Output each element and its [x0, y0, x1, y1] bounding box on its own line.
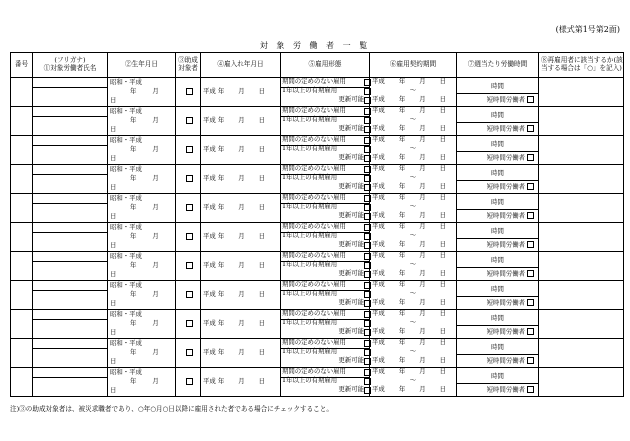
rehire-cell[interactable] — [539, 310, 624, 339]
short-time-checkbox[interactable] — [527, 212, 534, 219]
short-time-label: 短時間労働者 — [486, 356, 525, 365]
emp-option-permanent: 期間の定めのない雇用 — [282, 164, 346, 172]
emp-option-fixed-term: 1年以上の有期雇用 — [282, 173, 338, 181]
birth-era: 昭和・平成 — [110, 194, 142, 202]
hire-date-cell[interactable] — [201, 368, 281, 397]
table-row — [11, 281, 624, 310]
short-time-label: 短時間労働者 — [486, 240, 525, 249]
birth-year-month: 年 月 — [130, 319, 159, 327]
subsidy-checkbox[interactable] — [186, 291, 193, 298]
birth-year-month: 年 月 — [130, 377, 159, 385]
hours-label: 時間 — [491, 372, 504, 380]
hire-era: 平成 — [203, 290, 216, 299]
header-contract-period: ⑥雇用契約期間 — [370, 53, 457, 78]
emp-option-fixed-term: 1年以上の有期雇用 — [282, 115, 338, 123]
emp-option-fixed-term: 1年以上の有期雇用 — [282, 318, 338, 326]
subsidy-checkbox-cell — [176, 107, 201, 136]
short-time-checkbox[interactable] — [527, 270, 534, 277]
period-tilde: 〜 — [409, 231, 417, 239]
rehire-cell[interactable] — [539, 194, 624, 223]
emp-option-permanent: 期間の定めのない雇用 — [282, 193, 346, 201]
hire-era: 平成 — [203, 261, 216, 270]
hire-ymd: 年 月 日 — [217, 261, 266, 270]
hire-era: 平成 — [203, 203, 216, 212]
table-row — [11, 165, 624, 194]
hours-label: 時間 — [491, 198, 504, 206]
subsidy-checkbox-cell — [176, 368, 201, 397]
birth-day: 日 — [110, 386, 117, 394]
birth-day: 日 — [110, 125, 117, 133]
birthdate-cell[interactable] — [108, 339, 176, 368]
short-time-checkbox[interactable] — [527, 328, 534, 335]
employment-type-cell — [281, 136, 370, 165]
hours-label: 時間 — [491, 285, 504, 293]
subsidy-checkbox[interactable] — [186, 262, 193, 269]
rehire-cell[interactable] — [539, 136, 624, 165]
hire-ymd: 年 月 日 — [217, 319, 266, 328]
short-time-label: 短時間労働者 — [486, 269, 525, 278]
header-rehire: ⑧再雇用者に該当するか(該当する場合は「○」を記入) — [539, 53, 624, 78]
emp-option-renewable: 更新可能 — [338, 124, 364, 132]
birth-era: 昭和・平成 — [110, 281, 142, 289]
period-start: 平成 年 月 日 — [372, 106, 447, 114]
emp-option-fixed-term: 1年以上の有期雇用 — [282, 231, 338, 239]
table-row — [11, 194, 624, 223]
birth-year-month: 年 月 — [130, 116, 159, 124]
short-time-label: 短時間労働者 — [486, 298, 525, 307]
header-weekly-hours: ⑦週当たり労働時間 — [457, 53, 539, 78]
subsidy-checkbox-cell — [176, 223, 201, 252]
emp-option-fixed-term: 1年以上の有期雇用 — [282, 86, 338, 94]
table-header-row — [11, 53, 624, 78]
emp-option-fixed-term: 1年以上の有期雇用 — [282, 260, 338, 268]
period-start: 平成 年 月 日 — [372, 309, 447, 317]
period-end: 平成 年 月 日 — [372, 182, 447, 190]
hours-label: 時間 — [491, 343, 504, 351]
period-start: 平成 年 月 日 — [372, 135, 447, 143]
hire-era: 平成 — [203, 377, 216, 386]
name-cell[interactable] — [33, 310, 108, 339]
rehire-cell[interactable] — [539, 252, 624, 281]
table-row — [11, 107, 624, 136]
emp-option-renewable: 更新可能 — [338, 327, 364, 335]
short-time-checkbox[interactable] — [527, 183, 534, 190]
emp-option-renewable: 更新可能 — [338, 385, 364, 393]
hire-era: 平成 — [203, 145, 216, 154]
short-time-label: 短時間労働者 — [486, 95, 525, 104]
contract-period-cell[interactable] — [370, 368, 457, 397]
subsidy-checkbox-cell — [176, 194, 201, 223]
birth-year-month: 年 月 — [130, 348, 159, 356]
period-tilde: 〜 — [409, 173, 417, 181]
short-time-checkbox[interactable] — [527, 241, 534, 248]
period-tilde: 〜 — [409, 260, 417, 268]
table-row — [11, 136, 624, 165]
number-cell[interactable] — [11, 252, 33, 281]
short-time-label: 短時間労働者 — [486, 211, 525, 220]
hire-date-cell[interactable] — [201, 310, 281, 339]
period-start: 平成 年 月 日 — [372, 77, 447, 85]
birthdate-cell[interactable] — [108, 107, 176, 136]
name-cell[interactable] — [33, 368, 108, 397]
subsidy-checkbox-cell — [176, 281, 201, 310]
birth-era: 昭和・平成 — [110, 368, 142, 376]
contract-period-cell[interactable] — [370, 281, 457, 310]
header-worker-name: ①対象労働者氏名 — [43, 64, 97, 72]
name-cell[interactable] — [33, 252, 108, 281]
subsidy-checkbox[interactable] — [186, 88, 193, 95]
rehire-cell[interactable] — [539, 368, 624, 397]
hours-label: 時間 — [491, 314, 504, 322]
hire-date-cell[interactable] — [201, 107, 281, 136]
birth-day: 日 — [110, 212, 117, 220]
emp-option-renewable: 更新可能 — [338, 269, 364, 277]
subsidy-checkbox-cell — [176, 252, 201, 281]
hire-date-cell[interactable] — [201, 339, 281, 368]
rehire-cell[interactable] — [539, 281, 624, 310]
birthdate-cell[interactable] — [108, 281, 176, 310]
subsidy-checkbox[interactable] — [186, 349, 193, 356]
birthdate-cell[interactable] — [108, 310, 176, 339]
birth-era: 昭和・平成 — [110, 165, 142, 173]
birth-year-month: 年 月 — [130, 203, 159, 211]
period-tilde: 〜 — [409, 144, 417, 152]
hours-label: 時間 — [491, 111, 504, 119]
weekly-hours-cell[interactable] — [457, 281, 539, 310]
rehire-cell[interactable] — [539, 223, 624, 252]
emp-option-renewable: 更新可能 — [338, 356, 364, 364]
hire-era: 平成 — [203, 174, 216, 183]
name-cell[interactable] — [33, 136, 108, 165]
subsidy-checkbox[interactable] — [186, 320, 193, 327]
period-end: 平成 年 月 日 — [372, 327, 447, 335]
period-start: 平成 年 月 日 — [372, 338, 447, 346]
emp-option-renewable: 更新可能 — [338, 240, 364, 248]
emp-option-permanent: 期間の定めのない雇用 — [282, 135, 346, 143]
period-tilde: 〜 — [409, 202, 417, 210]
short-time-checkbox[interactable] — [527, 125, 534, 132]
number-cell[interactable] — [11, 107, 33, 136]
short-time-label: 短時間労働者 — [486, 327, 525, 336]
employment-type-cell — [281, 78, 370, 107]
period-tilde: 〜 — [409, 86, 417, 94]
emp-option-renewable: 更新可能 — [338, 182, 364, 190]
birth-day: 日 — [110, 154, 117, 162]
employment-type-cell — [281, 339, 370, 368]
contract-period-cell[interactable] — [370, 223, 457, 252]
number-cell[interactable] — [11, 136, 33, 165]
hire-ymd: 年 月 日 — [217, 174, 266, 183]
number-cell[interactable] — [11, 194, 33, 223]
weekly-hours-cell[interactable] — [457, 310, 539, 339]
header-subsidy-target: ③助成対象者 — [176, 53, 201, 78]
hire-era: 平成 — [203, 348, 216, 357]
emp-option-permanent: 期間の定めのない雇用 — [282, 251, 346, 259]
period-tilde: 〜 — [409, 318, 417, 326]
birthdate-cell[interactable] — [108, 252, 176, 281]
emp-option-permanent: 期間の定めのない雇用 — [282, 338, 346, 346]
birth-day: 日 — [110, 357, 117, 365]
birth-era: 昭和・平成 — [110, 107, 142, 115]
weekly-hours-cell[interactable] — [457, 252, 539, 281]
hire-date-cell[interactable] — [201, 281, 281, 310]
period-end: 平成 年 月 日 — [372, 385, 447, 393]
birth-era: 昭和・平成 — [110, 310, 142, 318]
employment-type-cell — [281, 107, 370, 136]
birth-year-month: 年 月 — [130, 261, 159, 269]
employment-type-cell — [281, 281, 370, 310]
hours-label: 時間 — [491, 227, 504, 235]
birth-day: 日 — [110, 328, 117, 336]
name-cell[interactable] — [33, 78, 108, 107]
header-hire-date: ④雇入れ年月日 — [201, 53, 281, 78]
number-cell[interactable] — [11, 78, 33, 107]
subsidy-checkbox-cell — [176, 136, 201, 165]
subsidy-checkbox-cell — [176, 310, 201, 339]
period-end: 平成 年 月 日 — [372, 153, 447, 161]
birth-year-month: 年 月 — [130, 290, 159, 298]
period-end: 平成 年 月 日 — [372, 124, 447, 132]
emp-option-permanent: 期間の定めのない雇用 — [282, 77, 346, 85]
birth-day: 日 — [110, 241, 117, 249]
hours-label: 時間 — [491, 82, 504, 90]
period-start: 平成 年 月 日 — [372, 367, 447, 375]
hours-label: 時間 — [491, 140, 504, 148]
number-cell[interactable] — [11, 165, 33, 194]
birth-era: 昭和・平成 — [110, 339, 142, 347]
weekly-hours-cell[interactable] — [457, 194, 539, 223]
number-cell[interactable] — [11, 281, 33, 310]
subsidy-checkbox[interactable] — [186, 204, 193, 211]
hire-ymd: 年 月 日 — [217, 116, 266, 125]
hire-era: 平成 — [203, 319, 216, 328]
subsidy-checkbox-cell — [176, 165, 201, 194]
contract-period-cell[interactable] — [370, 310, 457, 339]
birth-year-month: 年 月 — [130, 87, 159, 95]
period-start: 平成 年 月 日 — [372, 222, 447, 230]
hire-ymd: 年 月 日 — [217, 290, 266, 299]
header-name — [33, 53, 108, 78]
emp-option-renewable: 更新可能 — [338, 298, 364, 306]
period-start: 平成 年 月 日 — [372, 193, 447, 201]
short-time-checkbox[interactable] — [527, 357, 534, 364]
number-cell[interactable] — [11, 310, 33, 339]
birthdate-cell[interactable] — [108, 223, 176, 252]
birthdate-cell[interactable] — [108, 78, 176, 107]
rehire-cell[interactable] — [539, 107, 624, 136]
number-cell[interactable] — [11, 223, 33, 252]
hire-ymd: 年 月 日 — [217, 348, 266, 357]
period-end: 平成 年 月 日 — [372, 211, 447, 219]
short-time-label: 短時間労働者 — [486, 385, 525, 394]
short-time-label: 短時間労働者 — [486, 182, 525, 191]
hire-ymd: 年 月 日 — [217, 145, 266, 154]
name-cell[interactable] — [33, 194, 108, 223]
period-start: 平成 年 月 日 — [372, 164, 447, 172]
period-tilde: 〜 — [409, 376, 417, 384]
employment-type-cell — [281, 310, 370, 339]
period-tilde: 〜 — [409, 347, 417, 355]
table-row — [11, 78, 624, 107]
hire-ymd: 年 月 日 — [217, 203, 266, 212]
contract-period-cell[interactable] — [370, 252, 457, 281]
subsidy-checkbox[interactable] — [186, 146, 193, 153]
contract-period-cell[interactable] — [370, 107, 457, 136]
rehire-cell[interactable] — [539, 78, 624, 107]
hours-label: 時間 — [491, 169, 504, 177]
birth-year-month: 年 月 — [130, 145, 159, 153]
weekly-hours-cell[interactable] — [457, 339, 539, 368]
birthdate-cell[interactable] — [108, 136, 176, 165]
birth-era: 昭和・平成 — [110, 78, 142, 86]
weekly-hours-cell[interactable] — [457, 223, 539, 252]
emp-option-permanent: 期間の定めのない雇用 — [282, 309, 346, 317]
table-body — [11, 78, 624, 397]
emp-option-renewable: 更新可能 — [338, 211, 364, 219]
emp-option-fixed-term: 1年以上の有期雇用 — [282, 289, 338, 297]
employment-type-cell — [281, 252, 370, 281]
period-start: 平成 年 月 日 — [372, 280, 447, 288]
table-row — [11, 252, 624, 281]
birth-era: 昭和・平成 — [110, 136, 142, 144]
contract-period-cell[interactable] — [370, 165, 457, 194]
period-start: 平成 年 月 日 — [372, 251, 447, 259]
contract-period-cell[interactable] — [370, 339, 457, 368]
hire-ymd: 年 月 日 — [217, 87, 266, 96]
employment-type-cell — [281, 223, 370, 252]
hire-date-cell[interactable] — [201, 194, 281, 223]
subsidy-checkbox-cell — [176, 339, 201, 368]
number-cell[interactable] — [11, 339, 33, 368]
short-time-checkbox[interactable] — [527, 299, 534, 306]
emp-option-permanent: 期間の定めのない雇用 — [282, 280, 346, 288]
weekly-hours-cell[interactable] — [457, 368, 539, 397]
hire-era: 平成 — [203, 116, 216, 125]
name-cell[interactable] — [33, 281, 108, 310]
employment-type-cell — [281, 165, 370, 194]
period-tilde: 〜 — [409, 115, 417, 123]
hire-date-cell[interactable] — [201, 78, 281, 107]
birthdate-cell[interactable] — [108, 368, 176, 397]
hire-era: 平成 — [203, 87, 216, 96]
birth-day: 日 — [110, 299, 117, 307]
header-employment-type: ⑤雇用形態 — [281, 53, 370, 78]
hire-date-cell[interactable] — [201, 165, 281, 194]
birth-era: 昭和・平成 — [110, 223, 142, 231]
name-cell[interactable] — [33, 223, 108, 252]
contract-period-cell[interactable] — [370, 136, 457, 165]
short-time-checkbox[interactable] — [527, 386, 534, 393]
emp-option-permanent: 期間の定めのない雇用 — [282, 106, 346, 114]
header-birthdate: ②生年月日 — [108, 53, 176, 78]
worker-table — [10, 52, 624, 397]
birth-year-month: 年 月 — [130, 174, 159, 182]
footnote: 注)③の助成対象者は、被災求職者であり、○年○月○日以降に雇用された者である場合にチェックすること。 — [10, 405, 333, 413]
contract-period-cell[interactable] — [370, 194, 457, 223]
form-number-label: (様式第1号第2面) — [555, 25, 620, 34]
hire-date-cell[interactable] — [201, 252, 281, 281]
name-cell[interactable] — [33, 165, 108, 194]
short-time-label: 短時間労働者 — [486, 153, 525, 162]
table-row — [11, 339, 624, 368]
period-end: 平成 年 月 日 — [372, 269, 447, 277]
number-cell[interactable] — [11, 368, 33, 397]
page-title: 対 象 労 働 者 一 覧 — [259, 41, 371, 50]
weekly-hours-cell[interactable] — [457, 136, 539, 165]
birth-day: 日 — [110, 270, 117, 278]
name-cell[interactable] — [33, 107, 108, 136]
employment-type-cell — [281, 194, 370, 223]
short-time-checkbox[interactable] — [527, 96, 534, 103]
emp-option-fixed-term: 1年以上の有期雇用 — [282, 144, 338, 152]
period-end: 平成 年 月 日 — [372, 298, 447, 306]
weekly-hours-cell[interactable] — [457, 165, 539, 194]
hire-date-cell[interactable] — [201, 223, 281, 252]
emp-option-renewable: 更新可能 — [338, 95, 364, 103]
emp-option-fixed-term: 1年以上の有期雇用 — [282, 376, 338, 384]
hire-ymd: 年 月 日 — [217, 377, 266, 386]
hire-era: 平成 — [203, 232, 216, 241]
emp-option-fixed-term: 1年以上の有期雇用 — [282, 202, 338, 210]
emp-option-permanent: 期間の定めのない雇用 — [282, 222, 346, 230]
rehire-cell[interactable] — [539, 165, 624, 194]
subsidy-checkbox[interactable] — [186, 175, 193, 182]
short-time-checkbox[interactable] — [527, 154, 534, 161]
table-row — [11, 368, 624, 397]
emp-option-renewable: 更新可能 — [338, 153, 364, 161]
period-end: 平成 年 月 日 — [372, 95, 447, 103]
hire-ymd: 年 月 日 — [217, 232, 266, 241]
birthdate-cell[interactable] — [108, 165, 176, 194]
period-tilde: 〜 — [409, 289, 417, 297]
birth-day: 日 — [110, 96, 117, 104]
birth-year-month: 年 月 — [130, 232, 159, 240]
subsidy-checkbox-cell — [176, 78, 201, 107]
period-end: 平成 年 月 日 — [372, 240, 447, 248]
contract-period-cell[interactable] — [370, 78, 457, 107]
emp-option-fixed-term: 1年以上の有期雇用 — [282, 347, 338, 355]
employment-type-cell — [281, 368, 370, 397]
name-cell[interactable] — [33, 339, 108, 368]
subsidy-checkbox[interactable] — [186, 233, 193, 240]
birthdate-cell[interactable] — [108, 194, 176, 223]
subsidy-checkbox[interactable] — [186, 378, 193, 385]
period-end: 平成 年 月 日 — [372, 356, 447, 364]
rehire-cell[interactable] — [539, 339, 624, 368]
table-row — [11, 223, 624, 252]
subsidy-checkbox[interactable] — [186, 117, 193, 124]
short-time-label: 短時間労働者 — [486, 124, 525, 133]
hire-date-cell[interactable] — [201, 136, 281, 165]
weekly-hours-cell[interactable] — [457, 107, 539, 136]
table-row — [11, 310, 624, 339]
hours-label: 時間 — [491, 256, 504, 264]
header-number: 番号 — [11, 53, 33, 78]
emp-option-permanent: 期間の定めのない雇用 — [282, 367, 346, 375]
birth-day: 日 — [110, 183, 117, 191]
birth-era: 昭和・平成 — [110, 252, 142, 260]
weekly-hours-cell[interactable] — [457, 78, 539, 107]
header-kana: (フリガナ) — [54, 56, 86, 65]
